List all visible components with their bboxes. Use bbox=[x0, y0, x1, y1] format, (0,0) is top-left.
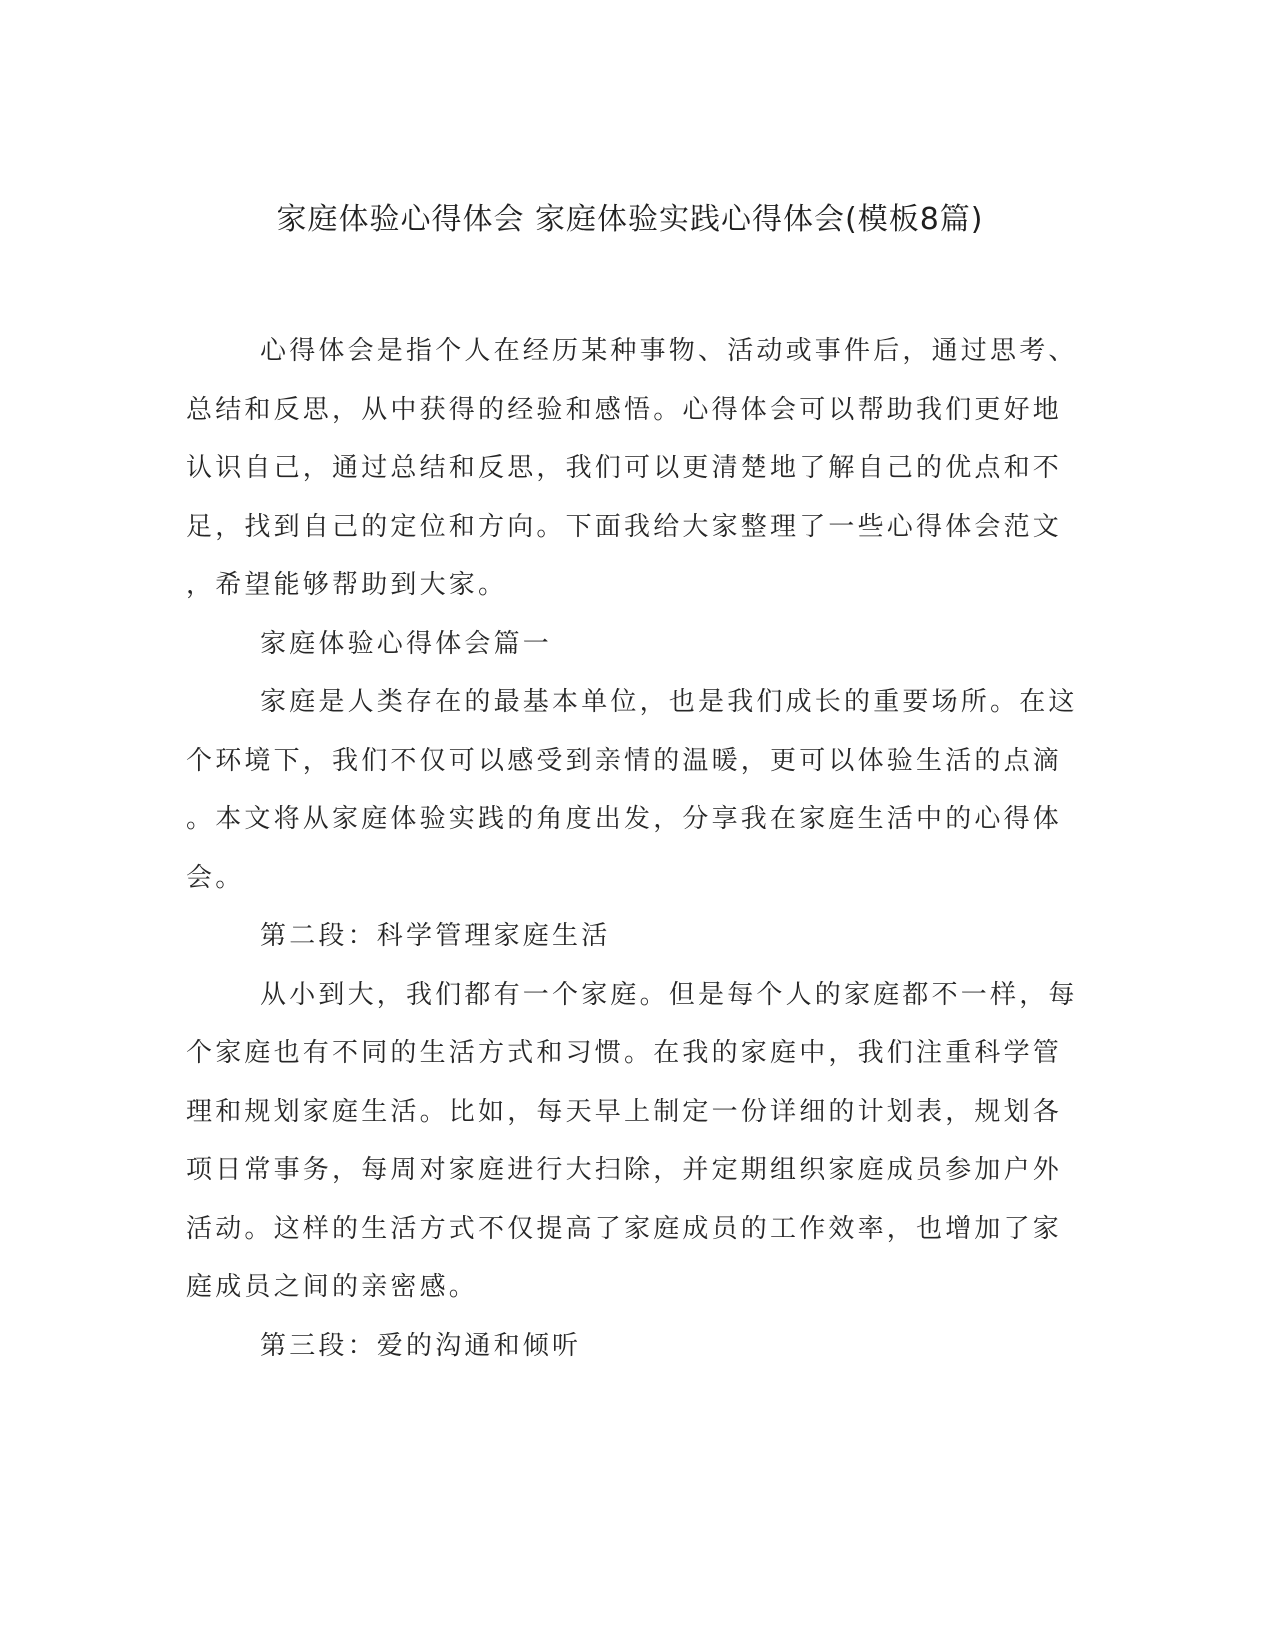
text-line: 总结和反思，从中获得的经验和感悟。心得体会可以帮助我们更好地 bbox=[186, 394, 1063, 425]
text-line: 个环境下，我们不仅可以感受到亲情的温暖，更可以体验生活的点滴 bbox=[186, 745, 1063, 776]
text-line: 项日常事务，每周对家庭进行大扫除，并定期组织家庭成员参加户外 bbox=[186, 1155, 1063, 1185]
text-line: 活动。这样的生活方式不仅提高了家庭成员的工作效率，也增加了家 bbox=[186, 1213, 1063, 1244]
text-line: 会。 bbox=[186, 862, 245, 893]
text-line: 心得体会是指个人在经历某种事物、活动或事件后，通过思考、 bbox=[260, 336, 1078, 366]
section-heading-2 bbox=[186, 907, 1066, 966]
text-line: 足，找到自己的定位和方向。下面我给大家整理了一些心得体会范文 bbox=[186, 511, 1063, 542]
heading-line: 第三段：爱的沟通和倾听 bbox=[260, 1330, 582, 1361]
heading-line: 家庭体验心得体会篇一 bbox=[260, 628, 553, 659]
text-line: 理和规划家庭生活。比如，每天早上制定一份详细的计划表，规划各 bbox=[186, 1096, 1063, 1127]
document-body bbox=[186, 322, 1078, 1375]
text-line: 家庭是人类存在的最基本单位，也是我们成长的重要场所。在这 bbox=[260, 687, 1078, 717]
text-line: 庭成员之间的亲密感。 bbox=[186, 1272, 479, 1302]
body-paragraph-2 bbox=[186, 966, 1078, 1317]
intro-paragraph bbox=[186, 322, 1078, 615]
text-line: ，希望能够帮助到大家。 bbox=[186, 570, 508, 600]
body-paragraph-1 bbox=[186, 673, 1078, 907]
text-line: 从小到大，我们都有一个家庭。但是每个人的家庭都不一样，每 bbox=[260, 979, 1078, 1010]
section-heading-1 bbox=[186, 615, 1066, 674]
heading-line: 第二段：科学管理家庭生活 bbox=[260, 921, 611, 951]
text-line: 个家庭也有不同的生活方式和习惯。在我的家庭中，我们注重科学管 bbox=[186, 1038, 1063, 1068]
document-title: 家庭体验心得体会 家庭体验实践心得体会(模板8篇) bbox=[276, 202, 984, 237]
section-heading-3 bbox=[186, 1317, 1066, 1376]
text-line: 。本文将从家庭体验实践的角度出发，分享我在家庭生活中的心得体 bbox=[186, 804, 1063, 834]
text-line: 认识自己，通过总结和反思，我们可以更清楚地了解自己的优点和不 bbox=[186, 453, 1063, 483]
